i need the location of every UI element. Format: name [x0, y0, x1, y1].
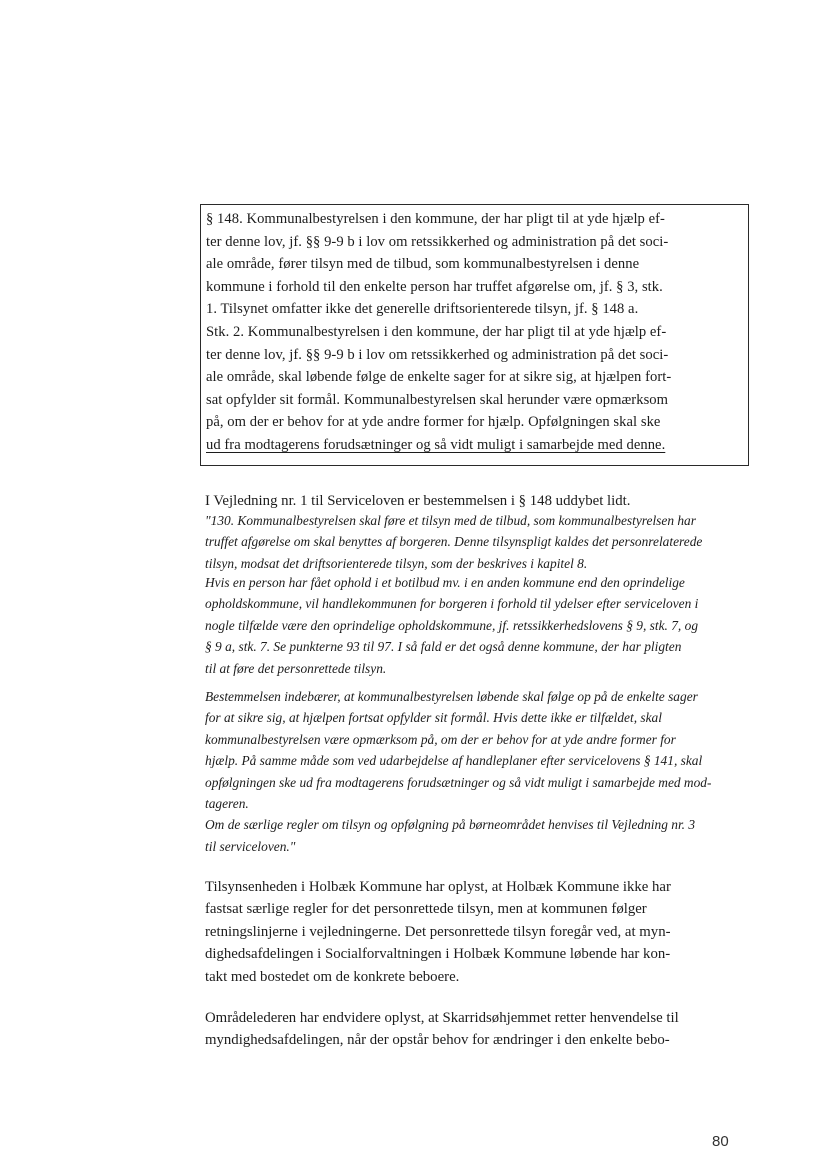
law-text-box: [200, 204, 749, 466]
paragraph-line: fastsat særlige regler for det personrettede tilsyn, men at kommunen følger: [205, 901, 647, 918]
quote-line: Hvis en person har fået ophold i et botilbud mv. i en anden kommune end den oprindelige: [205, 575, 685, 590]
quote-line: hjælp. På samme måde som ved udarbejdelse af handleplaner efter servicelovens § 141, skal: [205, 753, 703, 769]
box-line: ter denne lov, jf. §§ 9-9 b i lov om retssikkerhed og administration på det soci-: [206, 233, 669, 250]
box-line: 1. Tilsynet omfatter ikke det generelle driftsorienterede tilsyn, jf. § 148 a.: [206, 301, 639, 318]
box-line: ale område, skal løbende følge de enkelte sager for at sikre sig, at hjælpen fort-: [206, 369, 672, 386]
quote-line: kommunalbestyrelsen være opmærksom på, om der er behov for at yde andre former for: [205, 731, 676, 747]
quote-line: opholdskommune, vil handlekommunen for borgeren i forhold til ydelser efter serviceloven i: [205, 596, 699, 612]
box-line: ud fra modtagerens forudsætninger og så vidt muligt i samarbejde med denne.: [206, 436, 666, 453]
quote-line: tilsyn, modsat det driftsorienterede tilsyn, som der beskrives i kapitel 8.: [205, 555, 588, 571]
quote-paragraph-1: [205, 510, 745, 574]
quote-line: til serviceloven.": [205, 838, 296, 854]
paragraph-line: takt med bostedet om de konkrete beboere.: [205, 968, 460, 985]
paragraph-tilsynsenheden: [205, 876, 745, 988]
paragraph-line: dighedsafdelingen i Socialforvaltningen i Holbæk Kommune løbende har kon-: [205, 946, 671, 963]
quote-line: opfølgningen ske ud fra modtagerens forudsætninger og så vidt muligt i samarbejde med mod-: [205, 774, 712, 790]
quote-line: Om de særlige regler om tilsyn og opfølgning på børneområdet henvises til Vejledning nr. 3: [205, 817, 696, 833]
quote-line: "130. Kommunalbestyrelsen skal føre et tilsyn med de tilbud, som kommunalbestyrelsen har: [205, 513, 696, 528]
paragraph-line: retningslinjerne i vejledningerne. Det personrettede tilsyn foregår ved, at myn-: [205, 923, 671, 940]
box-line: § 148. Kommunalbestyrelsen i den kommune, der har pligt til at yde hjælp ef-: [206, 211, 665, 227]
box-line: kommune i forhold til den enkelte person har truffet afgørelse om, jf. § 3, stk.: [206, 278, 663, 295]
quote-paragraph-2: [205, 572, 745, 679]
intro-line: I Vejledning nr. 1 til Serviceloven er bestemmelsen i § 148 uddybet lidt.: [205, 493, 631, 509]
quote-line: nogle tilfælde være den oprindelige opholdskommune, jf. retssikkerhedslovens § 9, stk. 7, og: [205, 617, 699, 633]
box-line: Stk. 2. Kommunalbestyrelsen i den kommune, der har pligt til at yde hjælp ef-: [206, 323, 667, 340]
quote-line: tageren.: [205, 796, 249, 812]
quote-paragraph-3: [205, 686, 745, 857]
paragraph-line: Tilsynsenheden i Holbæk Kommune har oplyst, at Holbæk Kommune ikke har: [205, 879, 671, 895]
box-line: sat opfylder sit formål. Kommunalbestyrelsen skal herunder være opmærksom: [206, 391, 669, 408]
box-line: ter denne lov, jf. §§ 9-9 b i lov om retssikkerhed og administration på det soci-: [206, 346, 669, 363]
paragraph-line: myndighedsafdelingen, når der opstår behov for ændringer i den enkelte bebo-: [205, 1032, 670, 1049]
quote-line: Bestemmelsen indebærer, at kommunalbestyrelsen løbende skal følge op på de enkelte sager: [205, 689, 698, 704]
quote-line: truffet afgørelse om skal benyttes af borgeren. Denne tilsynspligt kaldes det personrelaterede: [205, 534, 703, 550]
box-line: på, om der er behov for at yde andre former for hjælp. Opfølgningen skal ske: [206, 414, 661, 431]
quote-line: for at sikre sig, at hjælpen fortsat opfylder sit formål. Hvis dette ikke er tilfældet, skal: [205, 710, 662, 726]
page-number: 80: [712, 1133, 729, 1150]
paragraph-line: Områdelederen har endvidere oplyst, at Skarridsøhjemmet retter henvendelse til: [205, 1010, 679, 1026]
quote-line: til at føre det personrettede tilsyn.: [205, 660, 387, 676]
box-line: ale område, fører tilsyn med de tilbud, som kommunalbestyrelsen i denne: [206, 256, 640, 273]
quote-line: § 9 a, stk. 7. Se punkterne 93 til 97. I så fald er det også denne kommune, der har pligten: [205, 639, 682, 655]
paragraph-omraadeleder: [205, 1007, 745, 1052]
